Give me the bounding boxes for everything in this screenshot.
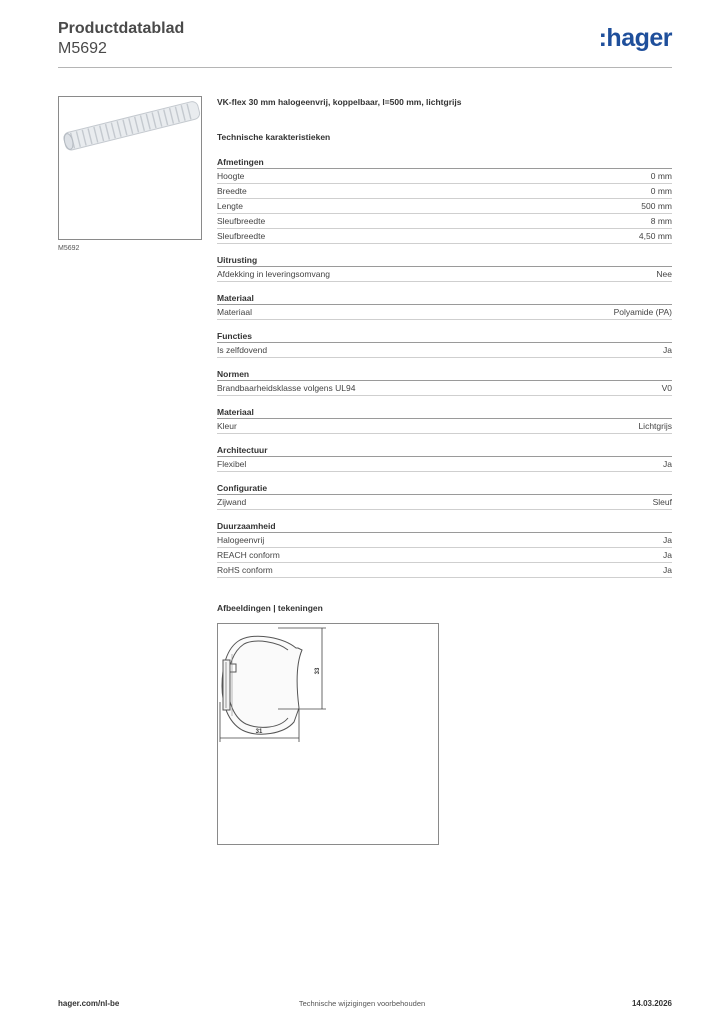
spec-row <box>217 214 672 229</box>
spec-row <box>217 267 672 282</box>
spec-label: RoHS conform <box>217 565 273 575</box>
spec-row <box>217 563 672 578</box>
product-description: VK-flex 30 mm halogeenvrij, koppelbaar, l=500 mm, lichtgrijs <box>217 97 462 107</box>
spec-label: Sleufbreedte <box>217 216 266 226</box>
spec-row <box>217 548 672 563</box>
spec-value: Lichtgrijs <box>638 421 672 431</box>
spec-value: Ja <box>663 550 672 560</box>
product-code: M5692 <box>58 40 107 57</box>
document-title: Productdatablad <box>58 20 185 37</box>
spec-label: Afdekking in leveringsomvang <box>217 269 330 279</box>
footer-notice: Technische wijzigingen voorbehouden <box>298 999 426 1008</box>
footer-date: 14.03.2026 <box>631 999 672 1008</box>
spec-group-title: Materiaal <box>217 405 672 419</box>
cable-duct-image <box>59 97 202 240</box>
spec-group-title: Materiaal <box>217 291 672 305</box>
spec-row <box>217 419 672 434</box>
spec-group-title: Architectuur <box>217 443 672 457</box>
spec-label: Is zelfdovend <box>217 345 268 355</box>
product-image <box>58 96 202 240</box>
spec-label: REACH conform <box>217 550 280 560</box>
spec-value: V0 <box>661 383 672 393</box>
spec-group-title: Configuratie <box>217 481 672 495</box>
spec-row <box>217 199 672 214</box>
footer-website-link[interactable]: hager.com/nl-be <box>58 999 120 1008</box>
spec-groups <box>217 155 672 578</box>
spec-value: 8 mm <box>650 216 672 226</box>
spec-value: 0 mm <box>650 171 672 181</box>
spec-row <box>217 381 672 396</box>
spec-group <box>217 155 672 244</box>
spec-content <box>217 96 672 578</box>
spec-label: Hoogte <box>217 171 245 181</box>
spec-label: Materiaal <box>217 307 252 317</box>
spec-value: 500 mm <box>641 201 672 211</box>
spec-value: Ja <box>663 459 672 469</box>
spec-label: Zijwand <box>217 497 247 507</box>
spec-heading: Technische karakteristieken <box>217 132 331 142</box>
hager-logo[interactable]: :hager <box>598 24 672 52</box>
spec-value: Ja <box>663 535 672 545</box>
drawings-heading: Afbeeldingen | tekeningen <box>217 603 323 613</box>
spec-label: Flexibel <box>217 459 247 469</box>
spec-value: Polyamide (PA) <box>613 307 672 317</box>
spec-label: Brandbaarheidsklasse volgens UL94 <box>217 383 356 393</box>
spec-group <box>217 443 672 472</box>
spec-label: Breedte <box>217 186 247 196</box>
spec-group <box>217 367 672 396</box>
spec-row <box>217 495 672 510</box>
spec-group-title: Afmetingen <box>217 155 672 169</box>
spec-group-title: Normen <box>217 367 672 381</box>
spec-row <box>217 457 672 472</box>
spec-value: Ja <box>663 345 672 355</box>
spec-value: 0 mm <box>650 186 672 196</box>
spec-value: Ja <box>663 565 672 575</box>
spec-label: Halogeenvrij <box>217 535 265 545</box>
height-dimension-label: 33 <box>315 667 321 675</box>
spec-group <box>217 405 672 434</box>
spec-row <box>217 229 672 244</box>
spec-group <box>217 253 672 282</box>
spec-label: Kleur <box>217 421 237 431</box>
spec-group-title: Duurzaamheid <box>217 519 672 533</box>
width-dimension-label: 31 <box>255 729 263 735</box>
spec-group-title: Uitrusting <box>217 253 672 267</box>
spec-row <box>217 184 672 199</box>
spec-value: Sleuf <box>652 497 672 507</box>
spec-label: Sleufbreedte <box>217 231 266 241</box>
spec-row <box>217 169 672 184</box>
spec-group <box>217 481 672 510</box>
spec-value: 4,50 mm <box>638 231 672 241</box>
spec-row <box>217 305 672 320</box>
spec-group <box>217 291 672 320</box>
spec-group <box>217 519 672 578</box>
spec-value: Nee <box>656 269 672 279</box>
duct-cross-section-drawing <box>218 624 440 846</box>
header-divider <box>58 67 672 68</box>
spec-row <box>217 533 672 548</box>
image-caption: M5692 <box>58 245 80 252</box>
spec-group <box>217 329 672 358</box>
spec-group-title: Functies <box>217 329 672 343</box>
technical-drawing <box>217 623 439 845</box>
spec-row <box>217 343 672 358</box>
spec-label: Lengte <box>217 201 243 211</box>
